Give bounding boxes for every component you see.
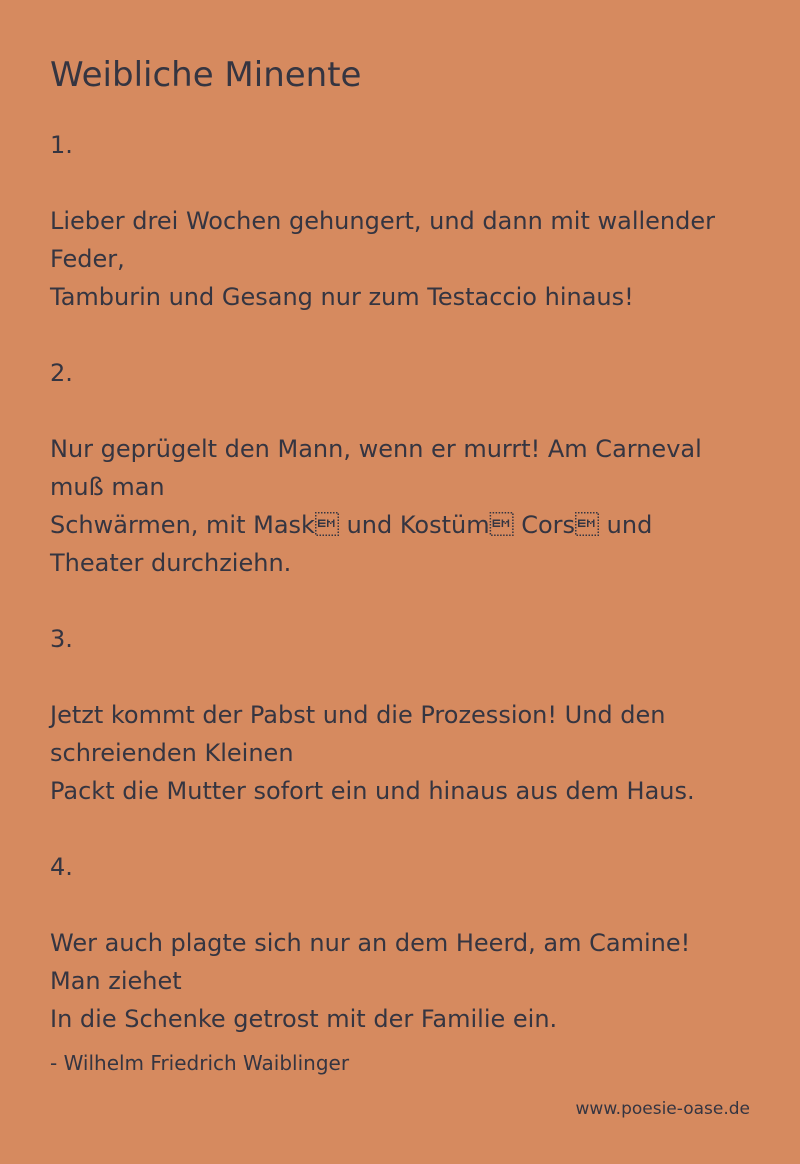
poem-line: schreienden Kleinen bbox=[50, 739, 294, 767]
poem-line: In die Schenke getrost mit der Familie ein. bbox=[50, 1005, 558, 1033]
stanza-spacer bbox=[50, 164, 770, 202]
poem-title: Weibliche Minente bbox=[50, 55, 362, 95]
stanza-spacer bbox=[50, 658, 770, 696]
stanza-spacer bbox=[50, 392, 770, 430]
stanza-number: 1. bbox=[50, 131, 73, 159]
poem-line: Schwärmen, mit Mask und Kostüm Cors und bbox=[50, 511, 653, 539]
stanza bbox=[50, 620, 770, 848]
stanza bbox=[50, 354, 770, 620]
stanza-number: 4. bbox=[50, 853, 73, 881]
poem-line: Packt die Mutter sofort ein und hinaus aus dem Haus. bbox=[50, 777, 695, 805]
poem-line: Tamburin und Gesang nur zum Testaccio hinaus! bbox=[50, 283, 634, 311]
poem-line: Man ziehet bbox=[50, 967, 182, 995]
poem-line: muß man bbox=[50, 473, 165, 501]
poem-line: Lieber drei Wochen gehungert, und dann mit wallender bbox=[50, 207, 716, 235]
stanza bbox=[50, 848, 770, 1038]
poem-body bbox=[50, 126, 770, 1038]
stanza-spacer bbox=[50, 810, 770, 848]
stanza-number: 3. bbox=[50, 625, 73, 653]
poem-author: - Wilhelm Friedrich Waiblinger bbox=[50, 1051, 350, 1075]
poem-line: Feder, bbox=[50, 245, 125, 273]
stanza-spacer bbox=[50, 886, 770, 924]
stanza bbox=[50, 126, 770, 354]
poem-line: Wer auch plagte sich nur an dem Heerd, am Camine! bbox=[50, 929, 691, 957]
stanza-spacer bbox=[50, 316, 770, 354]
poem-line: Nur geprügelt den Mann, wenn er murrt! Am Carneval bbox=[50, 435, 702, 463]
stanza-number: 2. bbox=[50, 359, 73, 387]
stanza-spacer bbox=[50, 582, 770, 620]
website-url[interactable]: www.poesie-oase.de bbox=[575, 1099, 750, 1119]
poem-line: Theater durchziehn. bbox=[50, 549, 292, 577]
poem-line: Jetzt kommt der Pabst und die Prozession! Und den bbox=[50, 701, 666, 729]
